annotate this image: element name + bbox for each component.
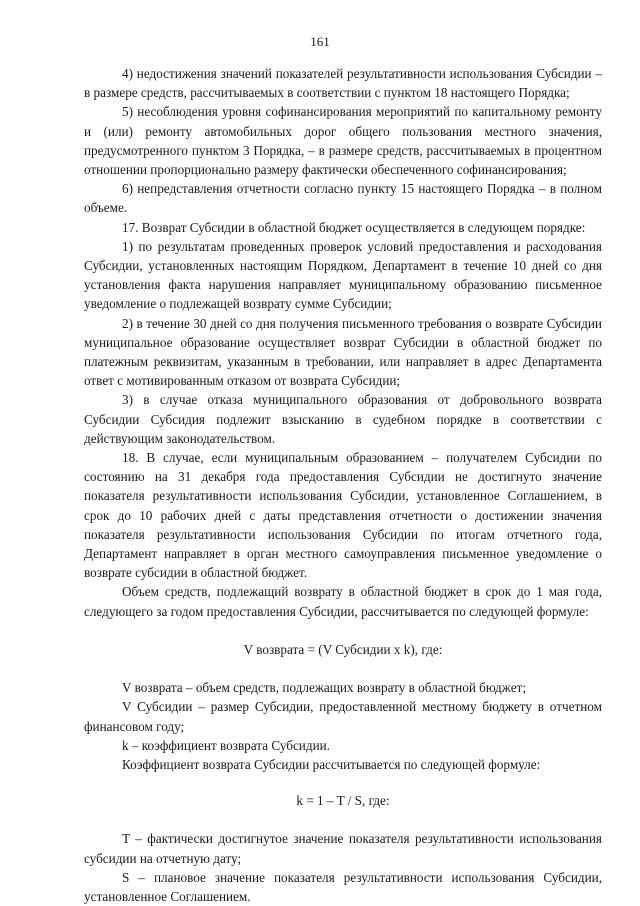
paragraph-section-17: 17. Возврат Субсидии в областной бюджет осуществляется в следующем порядке: <box>122 219 586 235</box>
paragraph-17-item-1: 1) по результатам проведенных проверок условий предоставления и расходования Субсидии, установленных настоящим Порядком, Департамент в течение 10 дней со дня установления факта нарушения направляет муниципальному образованию письменное уведомление о подлежащей возврату сумме Субсидии; <box>84 238 602 312</box>
paragraph-coefficient-intro: Коэффициент возврата Субсидии рассчитывается по следующей формуле: <box>122 756 541 772</box>
definition-v-subsidy: V Субсидии – размер Субсидии, предоставленной местному бюджету в отчетном финансовом году; <box>84 699 602 734</box>
paragraph-clause-4: 4) недостижения значений показателей результативности использования Субсидии – в размере средств, рассчитываемых в соответствии с пунктом 18 настоящего Порядка; <box>84 66 602 101</box>
paragraph-clause-5: 5) несоблюдения уровня софинансирования мероприятий по капитальному ремонту и (или) ремонту автомобильных дорог общего пользования местного значения, предусмотренного пунктом 3 Порядка, – в размере средств, рассчитываемых в процентном отношении пропорционально размеру фактически обеспеченного софинансирования; <box>84 104 602 178</box>
paragraph-clause-6: 6) непредставления отчетности согласно пункту 15 настоящего Порядка – в полном объеме. <box>84 181 602 216</box>
paragraph-17-item-2: 2) в течение 30 дней со дня получения письменного требования о возврате Субсидии муниципальное образование осуществляет возврат Субсидии в областной бюджет по платежным реквизитам, указанным в требовании, или направляет в адрес Департамента ответ с мотивированным отказом от возврата Субсидии; <box>84 315 602 389</box>
formula-return-volume: V возврата = (V Субсидии x k), где: <box>243 641 443 657</box>
definition-s: S – плановое значение показателя результативности использования Субсидии, установленное Соглашением. <box>84 869 602 904</box>
paragraph-return-volume: Объем средств, подлежащий возврату в областной бюджет в срок до 1 мая года, следующего за годом предоставления Субсидии, рассчитывается по следующей формуле: <box>84 584 602 619</box>
page-number: 161 <box>310 34 330 49</box>
paragraph-17-item-3: 3) в случае отказа муниципального образования от добровольного возврата Субсидии Субсидия подлежит взысканию в судебном порядке в соответствии с действующим законодательством. <box>84 392 602 446</box>
document-body <box>84 64 602 906</box>
definition-k: k – коэффициент возврата Субсидии. <box>122 737 330 753</box>
definition-t: T – фактически достигнутое значение показателя результативности использования субсидии на отчетную дату; <box>84 831 602 866</box>
formula-coefficient: k = 1 – T / S, где: <box>296 793 390 809</box>
definition-v-return: V возврата – объем средств, подлежащих возврату в областной бюджет; <box>122 680 526 696</box>
paragraph-section-18: 18. В случае, если муниципальным образованием – получателем Субсидии по состоянию на 31 декабря года предоставления Субсидии не достигнуто значение показателя результативности использования Субсидии, установленное Соглашением, в срок до 10 рабочих дней с даты представления отчетности о достижении значения показателя результативности использования Субсидии по итогам отчетного года, Департамент направляет в орган местного самоуправления письменное уведомление о возврате субсидии в областной бюджет. <box>84 450 602 581</box>
